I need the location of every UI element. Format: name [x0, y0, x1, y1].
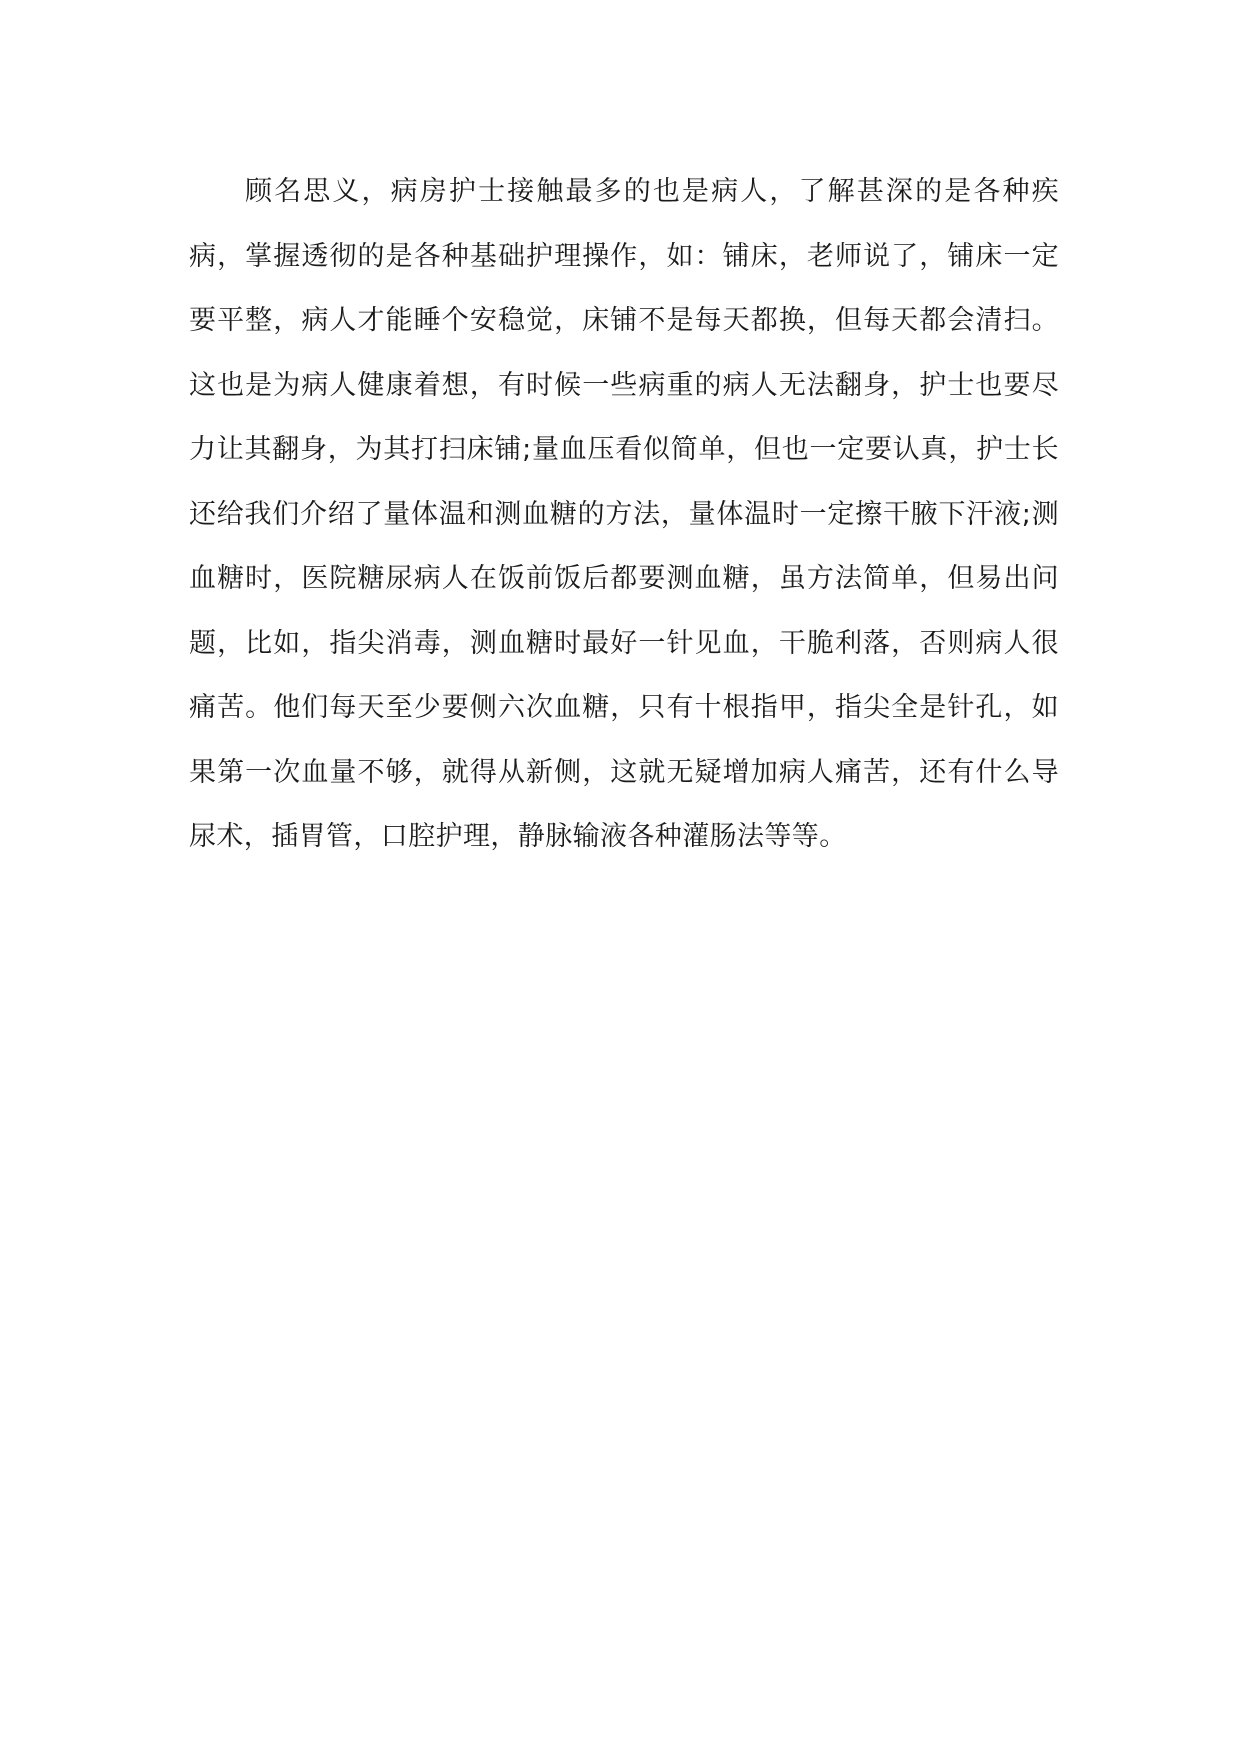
body-paragraph: 顾名思义，病房护士接触最多的也是病人，了解甚深的是各种疾病，掌握透彻的是各种基础护理操作，如：铺床，老师说了，铺床一定要平整，病人才能睡个安稳觉，床铺不是每天都换，但每天都会清扫。这也是为病人健康着想，有时候一些病重的病人无法翻身，护士也要尽力让其翻身，为其打扫床铺;量血压看似简单，但也一定要认真，护士长还给我们介绍了量体温和测血糖的方法，量体温时一定擦干腋下汗液;测血糖时，医院糖尿病人在饭前饭后都要测血糖，虽方法简单，但易出问题，比如，指尖消毒，测血糖时最好一针见血，干脆利落，否则病人很痛苦。他们每天至少要侧六次血糖，只有十根指甲，指尖全是针孔，如果第一次血量不够，就得从新侧，这就无疑增加病人痛苦，还有什么导尿术，插胃管，口腔护理，静脉输液各种灌肠法等等。	[189, 176, 1059, 852]
